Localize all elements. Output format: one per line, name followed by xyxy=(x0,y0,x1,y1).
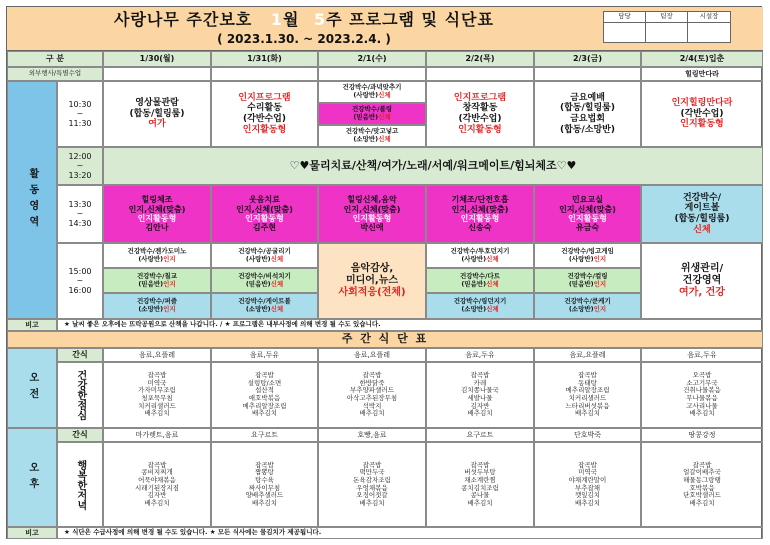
day-header-tue: 1/31(화) xyxy=(211,51,318,67)
afternoon2-tue-2: 건강박수/비석치기 (믿음반)신체 xyxy=(211,268,318,293)
morning-fri: 금요예배 (합동/힐링룸) 금요법회 (합동/소망반) xyxy=(534,81,641,147)
am-snack-thu: 음료,두유 xyxy=(426,348,534,362)
afternoon1-fri: 민요교실 인지,신체(맞춤) 인지활동형 유금숙 xyxy=(534,185,641,243)
am-snack-sat: 음료,두유 xyxy=(641,348,763,362)
outing-wed xyxy=(318,67,426,81)
title-band xyxy=(7,7,601,51)
approval-team-lead: 팀장 xyxy=(646,12,688,23)
approval-sign-1 xyxy=(604,23,646,42)
pm-snack-mon: 마가렛트,음료 xyxy=(103,428,211,442)
title-date-range: ( 2023.1.30. ~ 2023.2.4. ) xyxy=(217,31,391,46)
outing-tue xyxy=(211,67,318,81)
time-slot-1: 10:30 ~ 11:30 xyxy=(57,81,103,147)
am-snack-fri: 음료,요플레 xyxy=(534,348,641,362)
am-snack-wed: 음료,요플레 xyxy=(318,348,426,362)
afternoon2-mon-3: 건강박수/퍼즐 (소망반)인지 xyxy=(103,293,211,319)
weekly-schedule-sheet xyxy=(6,6,762,539)
approval-director: 시설장 xyxy=(688,12,730,23)
afternoon1-wed: 힐링신체,음악 인지,신체(맞춤) 인지활동형 박신애 xyxy=(318,185,426,243)
outing-mon xyxy=(103,67,211,81)
approval-box xyxy=(603,11,731,43)
approval-sign-2 xyxy=(646,23,688,42)
afternoon2-mon-2: 건강박수/칠교 (믿음반)인지 xyxy=(103,268,211,293)
pm-snack-sat: 땅콩강정 xyxy=(641,428,763,442)
morning-wed-2: 건강박수/볼링 (믿음반)신체 xyxy=(318,103,426,125)
am-lunch-tue: 잡곡밥 설렁탕/소면 섭산적 애호박볶음 메추리알장조림 배추김치 xyxy=(211,362,318,428)
am-lunch-thu: 잡곡밥 카레 김치쫑나물국 세발나물 김자반 배추김치 xyxy=(426,362,534,428)
morning-tue: 인지프로그램 수리활동 (각반수업) 인지활동형 xyxy=(211,81,318,147)
time-slot-3: 13:30 ~ 14:30 xyxy=(57,185,103,243)
time-slot-2: 12:00 ~ 13:20 xyxy=(57,147,103,185)
afternoon2-fri-3: 건강박수/쿤케기 (소망반)인지 xyxy=(534,293,641,319)
morning-sat: 인지힐링만다라 (각반수업) 인지활동형 xyxy=(641,81,763,147)
pm-dinner-fri: 잡곡밥 미역국 야채계란말이 부추잡채 깻잎김치 배추김치 xyxy=(534,442,641,527)
outing-thu xyxy=(426,67,534,81)
am-lunch-mon: 잡곡밥 미역국 가자미무조림 청포묵무침 치커리샐러드 배추김치 xyxy=(103,362,211,428)
note2-label: 비고 xyxy=(7,527,57,539)
pm-snack-thu: 요구르트 xyxy=(426,428,534,442)
am-snack-tue: 음료,두유 xyxy=(211,348,318,362)
day-header-thu: 2/2(목) xyxy=(426,51,534,67)
morning-mon: 영상물관람 (합동/힐링룸) 여가 xyxy=(103,81,211,147)
afternoon2-mon-1: 건강박수/젠가도미노 (사랑반)인지 xyxy=(103,243,211,268)
day-header-wed: 2/1(수) xyxy=(318,51,426,67)
afternoon1-sat: 건강박수/ 게이트볼 (합동/힐링룸) 신체 xyxy=(641,185,763,243)
afternoon2-thu-2: 건강박수/다트 (믿음반)신체 xyxy=(426,268,534,293)
title-month-unit: 월 xyxy=(282,9,300,29)
pm-snack-fri: 단호박죽 xyxy=(534,428,641,442)
day-header-mon: 1/30(월) xyxy=(103,51,211,67)
section-label: 구 분 xyxy=(7,51,103,67)
approval-sign-3 xyxy=(688,23,730,42)
pm-dinner-label: 행복한저녁 xyxy=(57,442,103,527)
afternoon2-thu-3: 건강박수/링던지기 (소망반)신체 xyxy=(426,293,534,319)
approval-manager: 담당 xyxy=(604,12,646,23)
afternoon1-tue: 웃음치료 인지,신체(맞춤) 인지활동형 김주현 xyxy=(211,185,318,243)
pm-snack-wed: 호빵,음료 xyxy=(318,428,426,442)
am-lunch-label: 건강한점심 xyxy=(57,362,103,428)
am-lunch-sat: 오곡밥 소고기무국 건취나물볶음 무나물볶음 고사리나물 배추김치 xyxy=(641,362,763,428)
afternoon2-wed: 음악감상, 미디어,뉴스 사회적응(전체) xyxy=(318,243,426,319)
lunch-program: ♡♥물리치료/산책/여가/노래/서예/워크메이트/힘뇌체조♡♥ xyxy=(103,147,763,185)
time-slot-4: 15:00 ~ 16:00 xyxy=(57,243,103,319)
afternoon2-fri-2: 건강박수/컬링 (믿음반)인지 xyxy=(534,268,641,293)
pm-dinner-tue: 잡곡밥 짬뽕탕 탕수육 짜사이무침 양배추샐러드 배추김치 xyxy=(211,442,318,527)
am-snack-mon: 음료,요플레 xyxy=(103,348,211,362)
afternoon2-thu-1: 건강박수/투호던지기 (사랑반)신체 xyxy=(426,243,534,268)
title-text xyxy=(114,11,494,30)
day-header-fri: 2/3(금) xyxy=(534,51,641,67)
afternoon2-fri-1: 건강박수/빙고게임 (사랑반)인지 xyxy=(534,243,641,268)
pm-dinner-sat: 잡곡밥 얼갈이배추국 해물동그랑땡 호박볶음 단호박샐러드 배추김치 xyxy=(641,442,763,527)
note1-label: 비고 xyxy=(7,319,57,331)
outing-label: 외부행사/특별수업 xyxy=(7,67,103,81)
pm-dinner-wed: 잡곡밥 떡만두국 돈육감자조림 우엉채볶음 오징어젓갈 배추김치 xyxy=(318,442,426,527)
am-lunch-wed: 잡곡밥 한방닭죽 부추양파샐러드 아삭고추된장무침 석박지 배추김치 xyxy=(318,362,426,428)
am-snack-label: 간식 xyxy=(57,348,103,362)
afternoon2-sat: 위생관리/ 건강영역 여가, 건강 xyxy=(641,243,763,319)
morning-wed-1: 건강박수/과녁맞추기 (사랑반)신체 xyxy=(318,81,426,103)
am-lunch-fri: 잡곡밥 동태탕 메추리알장조림 치커리샐러드 느타리버섯볶음 배추김치 xyxy=(534,362,641,428)
afternoon1-mon: 힐링체조 인지,신체(맞춤) 인지활동형 김안나 xyxy=(103,185,211,243)
am-label: 오전 xyxy=(7,348,57,428)
morning-thu: 인지프로그램 창작활동 (각반수업) 인지활동형 xyxy=(426,81,534,147)
menu-title: 주 간 식 단 표 xyxy=(7,331,763,348)
pm-snack-tue: 요구르트 xyxy=(211,428,318,442)
pm-dinner-mon: 잡곡밥 콩비지찌개 어묵야채볶음 시래기된장지짐 김자반 배추김치 xyxy=(103,442,211,527)
pm-label: 오후 xyxy=(7,428,57,527)
title-week: 5 xyxy=(314,9,327,29)
afternoon2-tue-3: 건강박수/게이트볼 (소망반)신체 xyxy=(211,293,318,319)
title-suffix: 주 프로그램 및 식단표 xyxy=(326,9,494,29)
title-month: 1 xyxy=(270,9,283,29)
day-header-sat: 2/4(토)입춘 xyxy=(641,51,763,67)
pm-dinner-thu: 잡곡밥 버섯두부탕 채소계란찜 콩치김치조림 콩나물 배추김치 xyxy=(426,442,534,527)
afternoon1-thu: 기체조/단전호흡 인지,신체(맞춤) 인지활동형 신송숙 xyxy=(426,185,534,243)
afternoon2-tue-1: 건강박수/공굴리기 (사랑반)신체 xyxy=(211,243,318,268)
note2-text: ★ 식단은 수급사정에 의해 변경 될 수도 있습니다. ★ 모든 식사에는 물김치가 제공됩니다. xyxy=(57,527,763,539)
pm-snack-label: 간식 xyxy=(57,428,103,442)
morning-wed-3: 건강박수/맞고넣고 (소망반)신체 xyxy=(318,125,426,147)
outing-sat: 힐링만다라 xyxy=(641,67,763,81)
activity-area-text: 활동영역 xyxy=(26,168,38,232)
outing-fri xyxy=(534,67,641,81)
activity-area-label xyxy=(7,81,57,319)
title-prefix: 사랑나무 주간보호 xyxy=(114,9,253,29)
note1-text: ★ 날씨 좋은 오후에는 뜨락공원으로 산책을 나갑니다. / ★ 프로그램은 내부사정에 의해 변경 될 수도 있습니다. xyxy=(57,319,763,331)
